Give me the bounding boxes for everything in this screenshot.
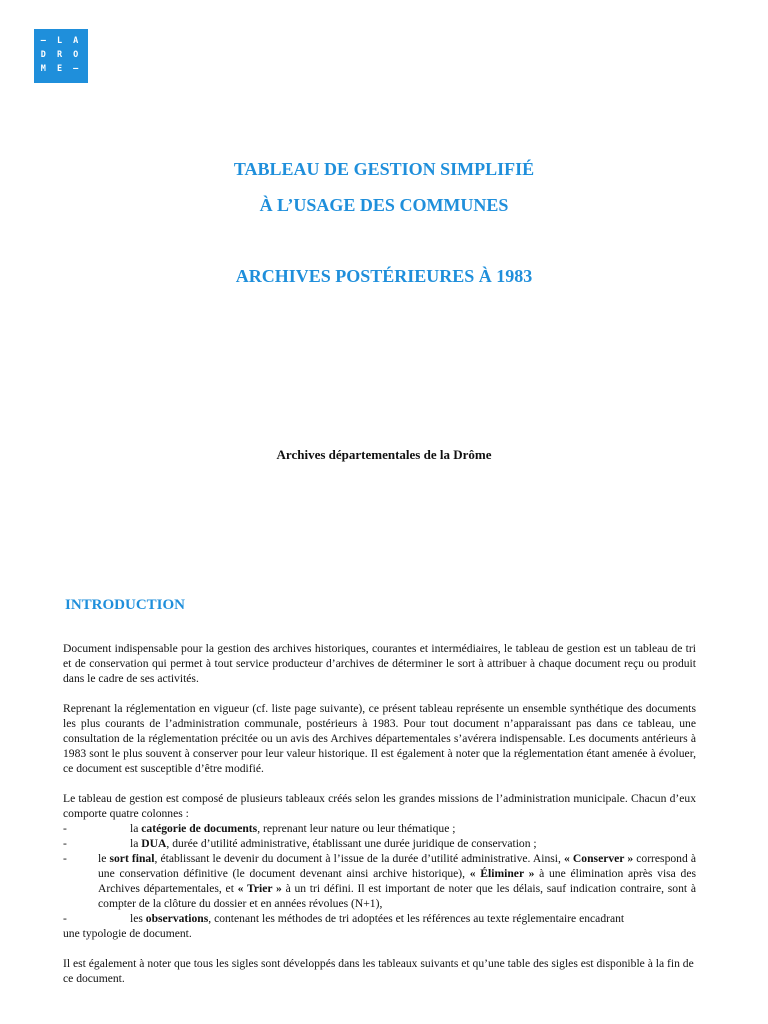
intro-paragraph-2: Reprenant la réglementation en vigueur (cf. liste page suivante), ce présent tableau représente un ensemble synthétique des documents les plus courants de l’administration communale, postérieurs à 1983. Pour tout document n’apparaissant pas dans ce tableau, une consultation de la réglementation précitée ou un avis des Archives départementales s’avérera indispensable. Les documents antérieurs à 1983 sont le plus souvent à conserver pour leur valeur historique. Il est également à noter que la réglementation étant amenée à évoluer, ce document est susceptible d’être modifié.	[63, 702, 696, 775]
document-title-line-2: À L’USAGE DES COMMUNES	[259, 195, 509, 215]
term-observations: observations	[145, 912, 209, 925]
introduction-heading: INTRODUCTION	[65, 597, 186, 613]
document-title-line-1: TABLEAU DE GESTION SIMPLIFIÉ	[233, 159, 535, 179]
list-dash: -	[63, 852, 67, 865]
intro-paragraph-1: Document indispensable pour la gestion des archives historiques, courantes et intermédiaires, le tableau de gestion est un tableau de tri et de conservation qui permet à tout service producteur d’archives de déterminer le sort à attribuer à chaque document reçu ou produit dans le cadre de ses activités.	[63, 642, 696, 685]
logo-text-line-2: D R O	[40, 50, 82, 60]
term-dua: DUA	[141, 837, 167, 850]
columns-list	[63, 821, 696, 941]
intro-paragraph-4: Il est également à noter que tous les sigles sont développés dans les tableaux suivants et qu’une table des sigles est disponible à la fin de ce document.	[63, 957, 694, 985]
introduction-body	[63, 641, 696, 1001]
list-item-dua: - la DUA, durée d’utilité administrative, établissant une durée juridique de conservation ;	[63, 837, 537, 850]
list-dash: -	[63, 912, 67, 925]
list-item-sort-final: - le sort final, établissant le devenir du document à l’issue de la durée d’utilité administrative. Ainsi, « Conserver » correspond à une conservation définitive (le document devenant ainsi archive historique), « Éliminer » à une élimination après visa des Archives départementales, et « Trier » à un tri défini. Il est important de noter que les délais, sauf indication contraire, sont à compter de la clôture du dossier et en années révolues (N+1),	[63, 852, 697, 910]
document-subtitle: Archives départementales de la Drôme	[276, 447, 492, 462]
term-conserver: « Conserver »	[564, 852, 634, 865]
list-dash: -	[63, 822, 67, 835]
term-categorie: catégorie de documents	[141, 822, 258, 835]
logo-text-line-3: M E —	[40, 64, 82, 74]
la-drome-logo	[34, 29, 88, 83]
list-item-categorie: - la catégorie de documents, reprenant leur nature ou leur thématique ;	[63, 822, 456, 835]
list-item-observations: - les observations, contenant les méthodes de tri adoptées et les références au texte réglementaire encadrant une typologie de document.	[63, 912, 625, 940]
intro-paragraph-3: Le tableau de gestion est composé de plusieurs tableaux créés selon les grandes missions de l’administration municipale. Chacun d’eux comporte quatre colonnes :	[63, 792, 696, 820]
document-title-line-3: ARCHIVES POSTÉRIEURES À 1983	[235, 266, 533, 286]
term-eliminer: « Éliminer »	[469, 867, 535, 880]
term-trier: « Trier »	[237, 882, 282, 895]
term-sort-final: sort final	[109, 852, 155, 865]
list-dash: -	[63, 837, 67, 850]
logo-text-line-1: — L A	[40, 36, 82, 46]
